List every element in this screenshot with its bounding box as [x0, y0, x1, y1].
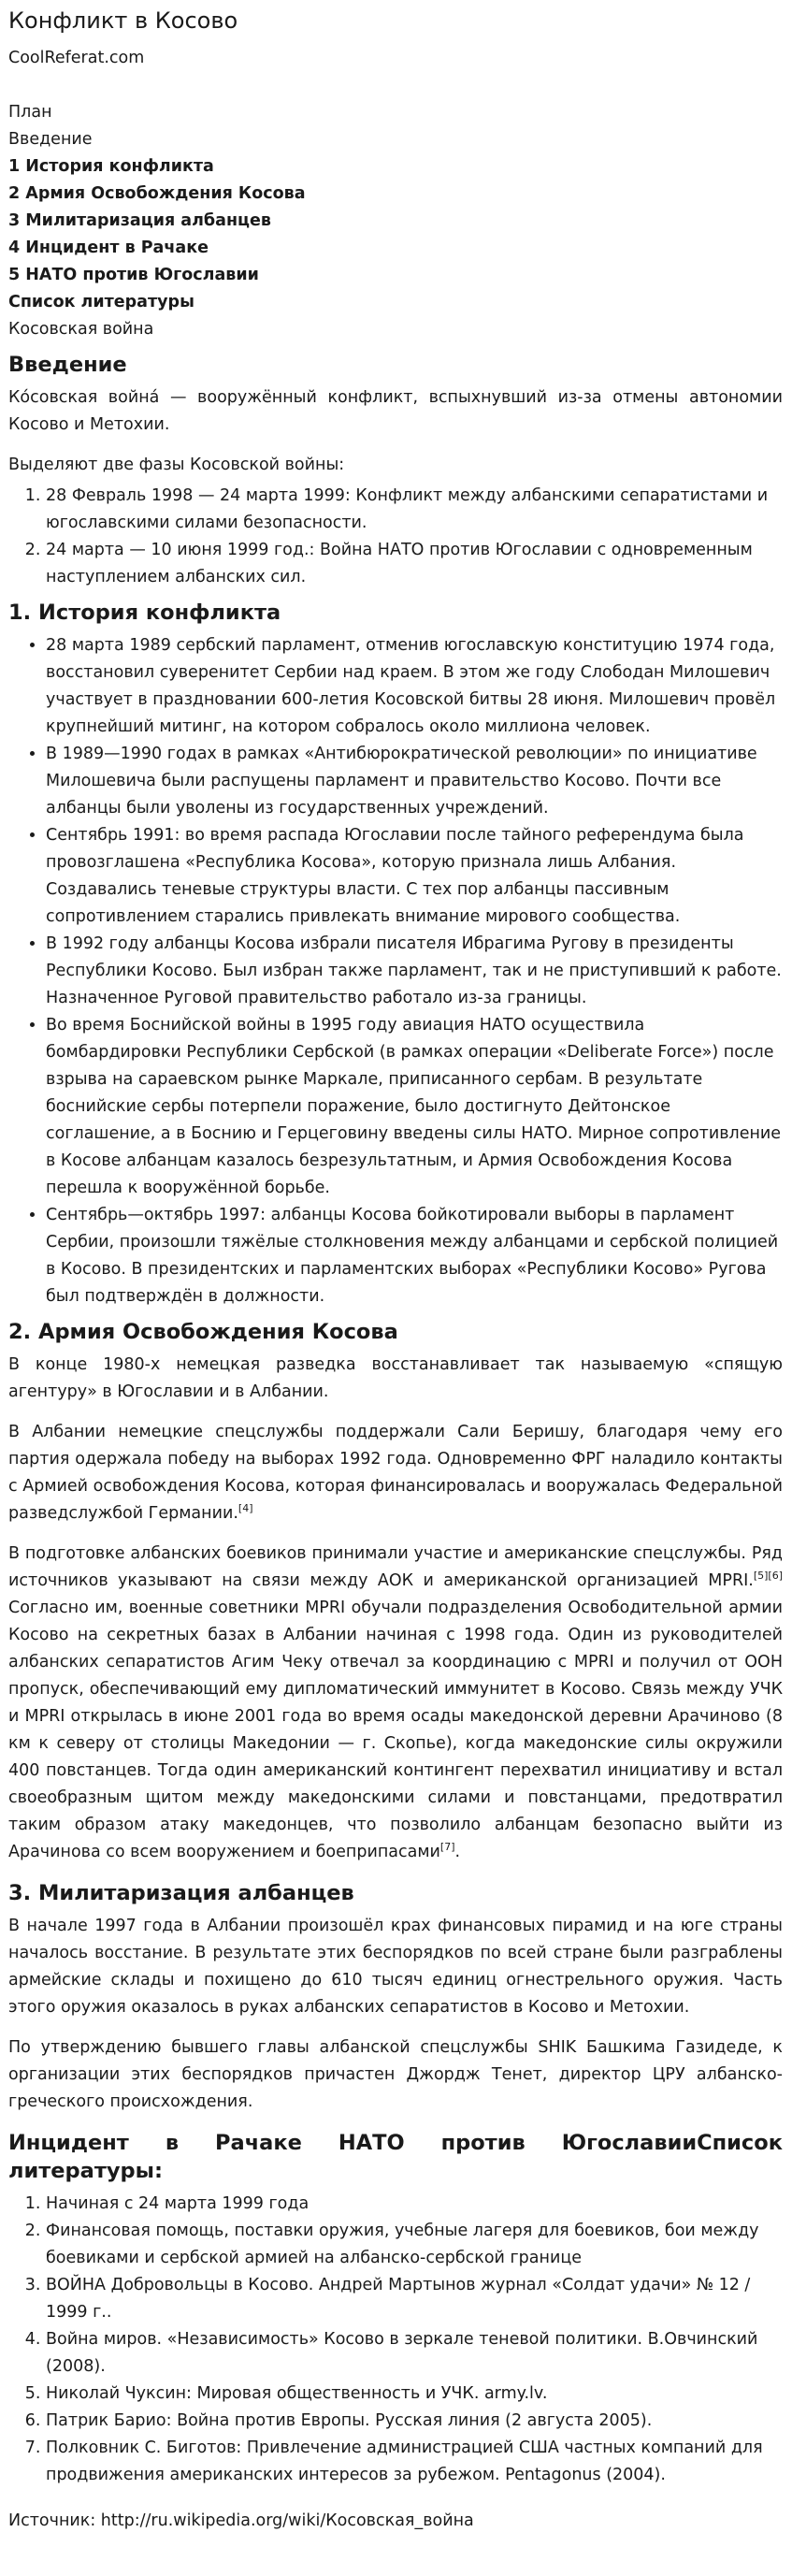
list-item: 1. 28 Февраль 1998 — 24 марта 1999: Конфликт между албанскими сепаратистами и югославскими силами безопасности. [46, 483, 783, 537]
document-title: Конфликт в Косово [8, 7, 238, 34]
references-list [8, 2191, 783, 2489]
army-paragraph [8, 1541, 783, 1866]
footnote-ref[interactable]: [5][6] [753, 1570, 783, 1583]
intro-heading: Введение [8, 353, 127, 377]
plan-item: Список литературы [8, 293, 194, 311]
list-item: 3. ВОЙНА Добровольцы в Косово. Андрей Мартынов журнал «Солдат удачи» № 12 / 1999 г.. [46, 2272, 783, 2326]
footnote-ref[interactable]: [7] [439, 1841, 455, 1854]
plan-item: 4 Инцидент в Рачаке [8, 239, 209, 257]
site-name: CoolReferat.com [8, 49, 145, 67]
footnote-ref[interactable]: [4] [238, 1502, 253, 1515]
list-item: 5. Николай Чуксин: Мировая общественность и УЧК. army.lv. [46, 2381, 783, 2408]
plan-item: 1 История конфликта [8, 157, 214, 176]
source-link[interactable]: Источник: http://ru.wikipedia.org/wiki/Косовская_война [8, 2511, 474, 2530]
paragraph-text: Согласно им, военные советники MPRI обучали подразделения Освободительной армии Косово на секретных базах в Албании начиная с 1998 года. Один из руководителей албанских сепаратистов Агим Чеку отвечал за координацию с MPRI и получил от ООН пропуск, обеспечивающий ему дипломатический иммунитет в Косово. Связь между УЧК и MPRI открылась в июне 2001 года во время осады македонской деревни Арачиново (8 км к северу от столицы Македонии — г. Скопье), когда македонские силы окружили 400 повстанцев. Тогда один американский контингент перехватил инициативу и встал своеобразным щитом между македонскими силами и повстанцами, предотвратил таким образом атаку македонцев, что позволило албанцам безопасно выйти из Арачинова со всем вооружением и боеприпасами [8, 1599, 783, 1861]
incident-heading: Инцидент в Рачаке НАТО против ЮгославииСписок литературы: [8, 2131, 783, 2183]
intro-paragraph: Выделяют две фазы Косовской войны: [8, 456, 345, 474]
plan-list [8, 99, 783, 343]
list-item: 6. Патрик Барио: Война против Европы. Русская линия (2 августа 2005). [46, 2408, 783, 2435]
plan-item: План [8, 103, 52, 122]
army-paragraph [8, 1419, 783, 1527]
plan-item: 3 Милитаризация албанцев [8, 211, 271, 230]
list-item: • В 1989—1990 годах в рамках «Антибюрократической революции» по инициативе Милошевича были распущены парламент и правительство Косово. Почти все албанцы были уволены из государственных учреждений. [46, 741, 783, 822]
plan-item: Косовская война [8, 320, 154, 339]
list-item: • Сентябрь 1991: во время распада Югославии после тайного референдума была провозглашена «Республика Косова», которую признала лишь Албания. Создавались теневые структуры власти. С тех пор албанцы пассивным сопротивлением старались привлекать внимание мирового сообщества. [46, 822, 783, 931]
paragraph-text: . [454, 1843, 461, 1861]
militarization-paragraph: В начале 1997 года в Албании произошёл крах финансовых пирамид и на юге страны началось восстание. В результате этих беспорядков по всей стране были разграблены армейские склады и похищено до 610 тысяч единиц огнестрельного оружия. Часть этого оружия оказалось в руках албанских сепаратистов в Косово и Метохии. [8, 1917, 783, 2017]
paragraph-text: В подготовке албанских боевиков принимали участие и американские спецслужбы. Ряд источников указывают на связи между АОК и американской организацией MPRI. [8, 1544, 783, 1590]
list-item: 7. Полковник С. Биготов: Привлечение администрацией США частных компаний для продвижения американских интересов за рубежом. Pentagonus (2004). [46, 2435, 783, 2489]
plan-item: 5 НАТО против Югославии [8, 266, 259, 284]
list-item: 4. Война миров. «Независимость» Косово в зеркале теневой политики. В.Овчинский (2008). [46, 2326, 783, 2381]
army-paragraph: В конце 1980-х немецкая разведка восстанавливает так называемую «спящую агентуру» в Югославии и в Албании. [8, 1355, 783, 1401]
history-list [8, 632, 783, 1310]
plan-item: Введение [8, 130, 93, 149]
army-heading: 2. Армия Освобождения Косова [8, 1320, 398, 1344]
paragraph-text: В Албании немецкие спецслужбы поддержали Сали Беришу, благодаря чему его партия одержала победу на выборах 1992 года. Одновременно ФРГ наладило контакты с Армией освобождения Косова, которая финансировалась и вооружалась Федеральной разведслужбой Германии. [8, 1423, 783, 1523]
list-item: • 28 марта 1989 сербский парламент, отменив югославскую конституцию 1974 года, восстановил суверенитет Сербии над краем. В этом же году Слободан Милошевич участвует в праздновании 600-летия Косовской битвы 28 июня. Милошевич провёл крупнейший митинг, на котором собралось около миллиона человек. [46, 632, 783, 741]
militarization-paragraph: По утверждению бывшего главы албанской спецслужбы SHIK Башкима Газидеде, к организации этих беспорядков причастен Джордж Тенет, директор ЦРУ албанско-греческого происхождения. [8, 2038, 783, 2111]
phases-list [8, 483, 783, 591]
militarization-heading: 3. Милитаризация албанцев [8, 1881, 354, 1905]
list-item: 2. 24 марта — 10 июня 1999 год.: Война НАТО против Югославии с одновременным наступлением албанских сил. [46, 537, 783, 591]
plan-item: 2 Армия Освобождения Косова [8, 184, 306, 203]
list-item: • Во время Боснийской войны в 1995 году авиация НАТО осуществила бомбардировки Республики Сербской (в рамках операции «Deliberate Force») после взрыва на сараевском рынке Маркале, приписанного сербам. В результате боснийские сербы потерпели поражение, было достигнуто Дейтонское соглашение, а в Боснию и Герцеговину введены силы НАТО. Мирное сопротивление в Косове албанцам казалось безрезультатным, и Армия Освобождения Косова перешла к вооружённой борьбе. [46, 1012, 783, 1202]
list-item: • В 1992 году албанцы Косова избрали писателя Ибрагима Ругову в президенты Республики Косово. Был избран также парламент, так и не приступивший к работе. Назначенное Руговой правительство работало из-за границы. [46, 931, 783, 1012]
document [0, 6, 792, 2535]
intro-paragraph: Ко́совская война́ — вооружённый конфликт, вспыхнувший из-за отмены автономии Косово и Метохии. [8, 388, 783, 434]
list-item: • Сентябрь—октябрь 1997: албанцы Косова бойкотировали выборы в парламент Сербии, произошли тяжёлые столкновения между албанцами и сербской полицией в Косово. В президентских и парламентских выборах «Республики Косово» Ругова был подтверждён в должности. [46, 1202, 783, 1310]
history-heading: 1. История конфликта [8, 601, 281, 625]
list-item: 1. Начиная с 24 марта 1999 года [46, 2191, 783, 2218]
list-item: 2. Финансовая помощь, поставки оружия, учебные лагеря для боевиков, бои между боевиками и сербской армией на албанско-сербской границе [46, 2218, 783, 2272]
